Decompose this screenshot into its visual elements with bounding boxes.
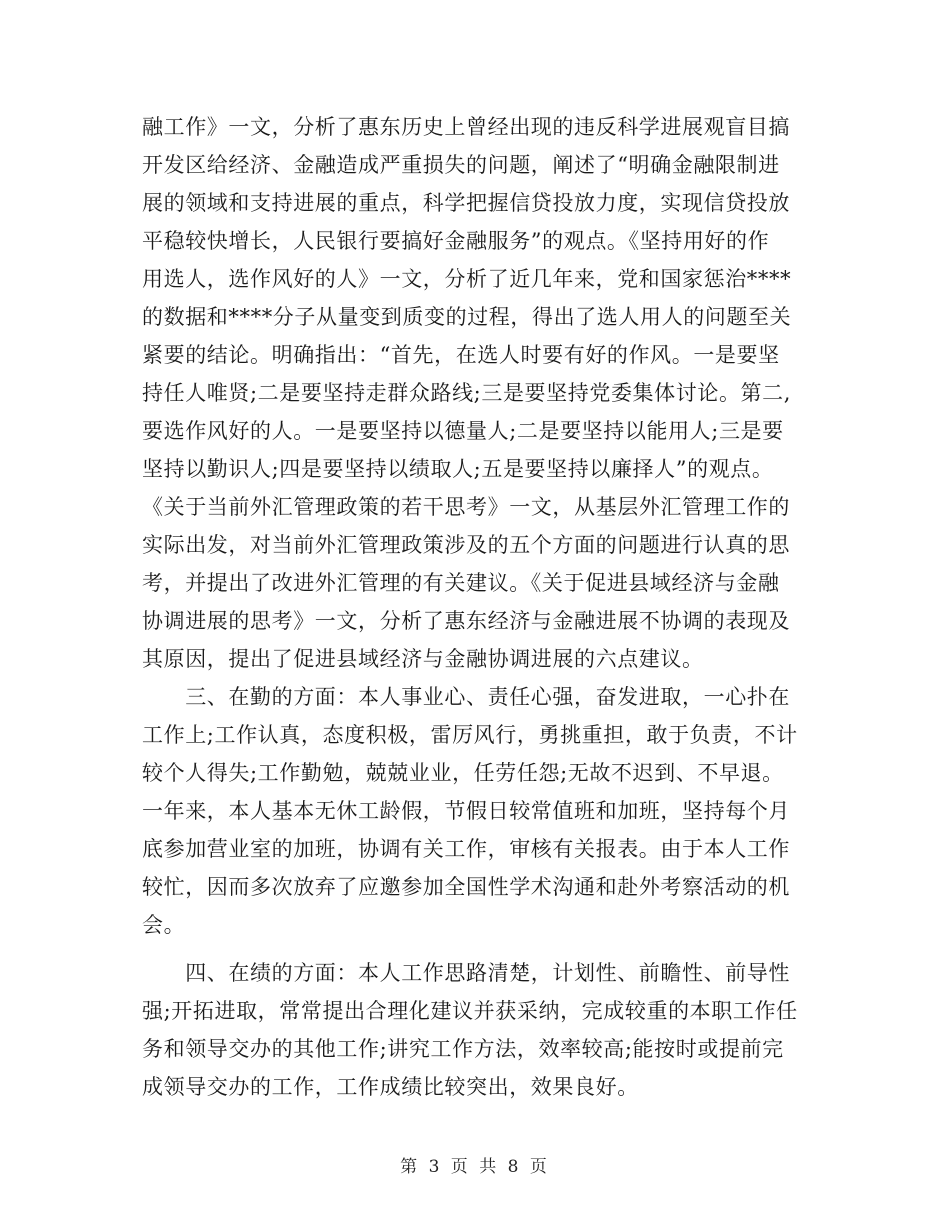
- text-line: 融工作》一文，分析了惠东历史上曾经出现的违反科学进展观盲目搞: [142, 115, 790, 139]
- text-line: 展的领域和支持进展的重点，科学把握信贷投放力度，实现信贷投放: [142, 191, 790, 215]
- text-line: 平稳较快增长，人民银行要搞好金融服务”的观点。《坚持用好的作: [142, 229, 770, 253]
- text-line: 底参加营业室的加班，协调有关工作，审核有关报表。由于本人工作: [142, 837, 790, 861]
- text-line: 《关于当前外汇管理政策的若干思考》一文，从基层外汇管理工作的: [142, 495, 790, 519]
- text-line: 三、在勤的方面：本人事业心、责任心强，奋发进取，一心扑在: [142, 685, 790, 709]
- text-line: 其原因，提出了促进县域经济与金融协调进展的六点建议。: [142, 647, 704, 671]
- text-line: 开发区给经济、金融造成严重损失的问题，阐述了“明确金融限制进: [142, 153, 780, 177]
- text-line: 持任人唯贤;二是要坚持走群众路线;三是要坚持党委集体讨论。第二,: [142, 381, 792, 405]
- text-line: 一年来，本人基本无休工龄假，节假日较常值班和加班，坚持每个月: [142, 799, 790, 823]
- text-line: 强;开拓进取，常常提出合理化建议并获采纳，完成较重的本职工作任: [142, 999, 798, 1023]
- page-number-footer: 第 3 页 共 8 页: [400, 1157, 550, 1177]
- paragraph-gap: [142, 944, 812, 954]
- text-line: 会。: [142, 913, 186, 937]
- text-line: 工作上;工作认真，态度积极，雷厉风行，勇挑重担，敢于负责，不计: [142, 723, 798, 747]
- text-line: 的数据和****分子从量变到质变的过程，得出了选人用人的问题至关: [142, 305, 792, 329]
- text-line: 考，并提出了改进外汇管理的有关建议。《关于促进县域经济与金融: [142, 571, 780, 595]
- text-line: 四、在绩的方面：本人工作思路清楚，计划性、前瞻性、前导性: [142, 961, 790, 985]
- text-line: 务和领导交办的其他工作;讲究工作方法，效率较高;能按时或提前完: [142, 1037, 784, 1061]
- text-line: 较忙，因而多次放弃了应邀参加全国性学术沟通和赴外考察活动的机: [142, 875, 790, 899]
- text-line: 坚持以勤识人;四是要坚持以绩取人;五是要坚持以廉择人”的观点。: [142, 457, 774, 481]
- text-line: 紧要的结论。明确指出：“首先，在选人时要有好的作风。一是要坚: [142, 343, 780, 367]
- text-line: 用选人，选作风好的人》一文，分析了近几年来，党和国家惩治****: [142, 267, 792, 291]
- text-line: 成领导交办的工作，工作成绩比较突出，效果良好。: [142, 1075, 639, 1099]
- text-line: 较个人得失;工作勤勉，兢兢业业，任劳任怨;无故不迟到、不早退。: [142, 761, 784, 785]
- body-text: [142, 108, 812, 1106]
- text-line: 实际出发，对当前外汇管理政策涉及的五个方面的问题进行认真的思: [142, 533, 790, 557]
- text-line: 要选作风好的人。一是要坚持以德量人;二是要坚持以能用人;三是要: [142, 419, 784, 443]
- text-line: 协调进展的思考》一文，分析了惠东经济与金融进展不协调的表现及: [142, 609, 790, 633]
